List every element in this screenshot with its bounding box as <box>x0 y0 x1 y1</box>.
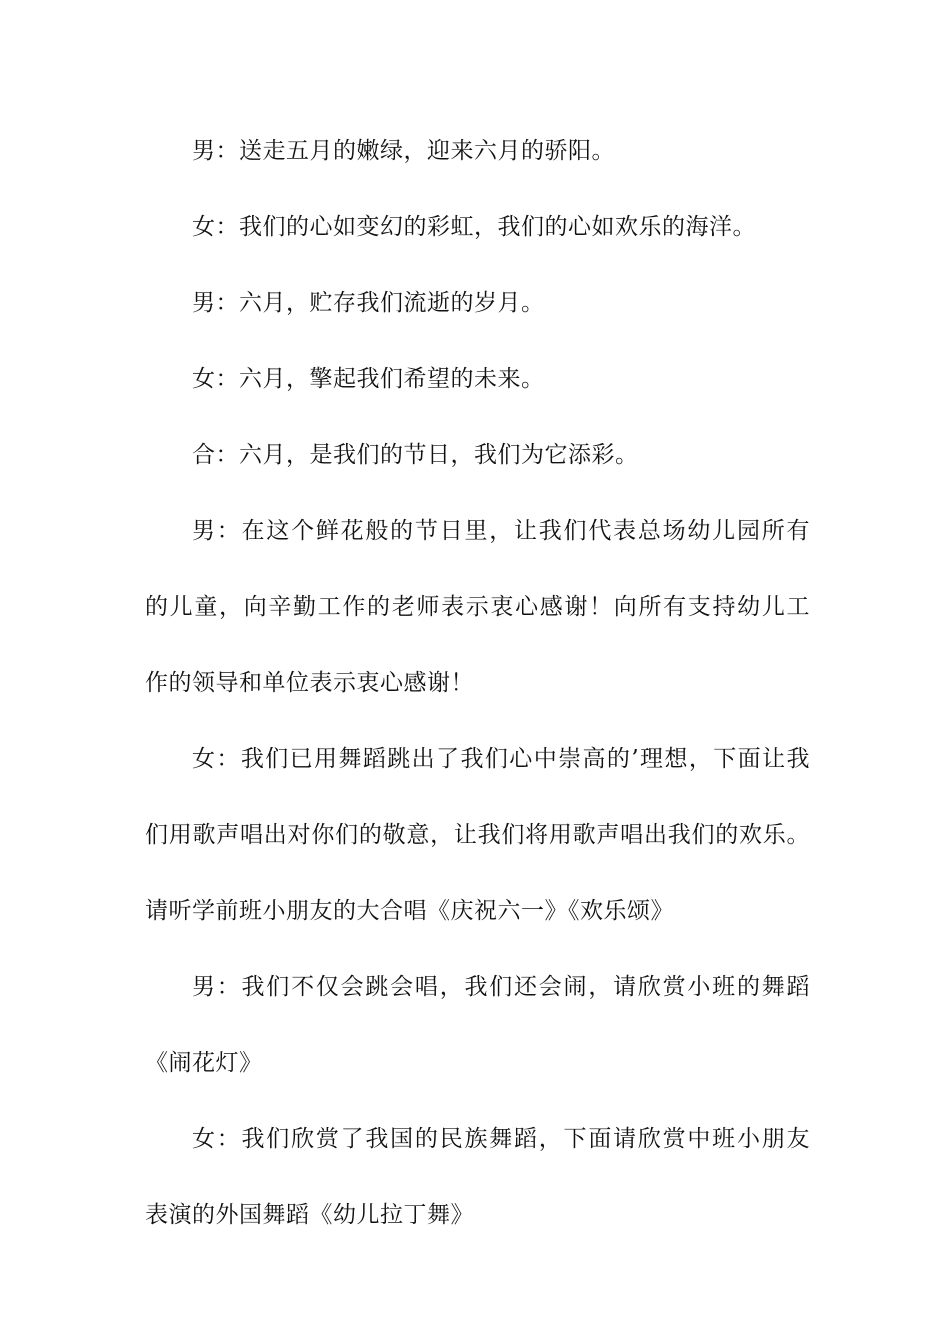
paragraph-line: 男：送走五月的嫩绿，迎来六月的骄阳。 <box>192 138 615 164</box>
paragraph-line: 《闹花灯》 <box>145 1050 263 1076</box>
paragraph-line: 女：我们已用舞蹈跳出了我们心中崇高的’理想，下面让我 <box>192 746 810 772</box>
paragraph-line: 男：在这个鲜花般的节日里，让我们代表总场幼儿园所有 <box>192 518 810 544</box>
paragraph-line: 合：六月，是我们的节日，我们为它添彩。 <box>192 442 639 468</box>
paragraph-line: 女：我们的心如变幻的彩虹，我们的心如欢乐的海洋。 <box>192 214 756 240</box>
paragraph-line: 的儿童，向辛勤工作的老师表示衷心感谢！向所有支持幼儿工 <box>145 594 810 620</box>
paragraph-line: 作的领导和单位表示衷心感谢！ <box>145 670 474 696</box>
paragraph-line: 们用歌声唱出对你们的敬意，让我们将用歌声唱出我们的欢乐。 <box>145 822 810 848</box>
paragraph-line: 女：六月，擎起我们希望的未来。 <box>192 366 545 392</box>
paragraph-line: 男：六月，贮存我们流逝的岁月。 <box>192 290 545 316</box>
paragraph-line: 表演的外国舞蹈《幼儿拉丁舞》 <box>145 1202 474 1228</box>
paragraph-line: 男：我们不仅会跳会唱，我们还会闹，请欣赏小班的舞蹈 <box>192 974 810 1000</box>
paragraph-line: 女：我们欣赏了我国的民族舞蹈，下面请欣赏中班小朋友 <box>192 1126 810 1152</box>
document-body <box>145 126 810 1266</box>
paragraph-line: 请听学前班小朋友的大合唱《庆祝六一》《欢乐颂》 <box>145 898 674 924</box>
